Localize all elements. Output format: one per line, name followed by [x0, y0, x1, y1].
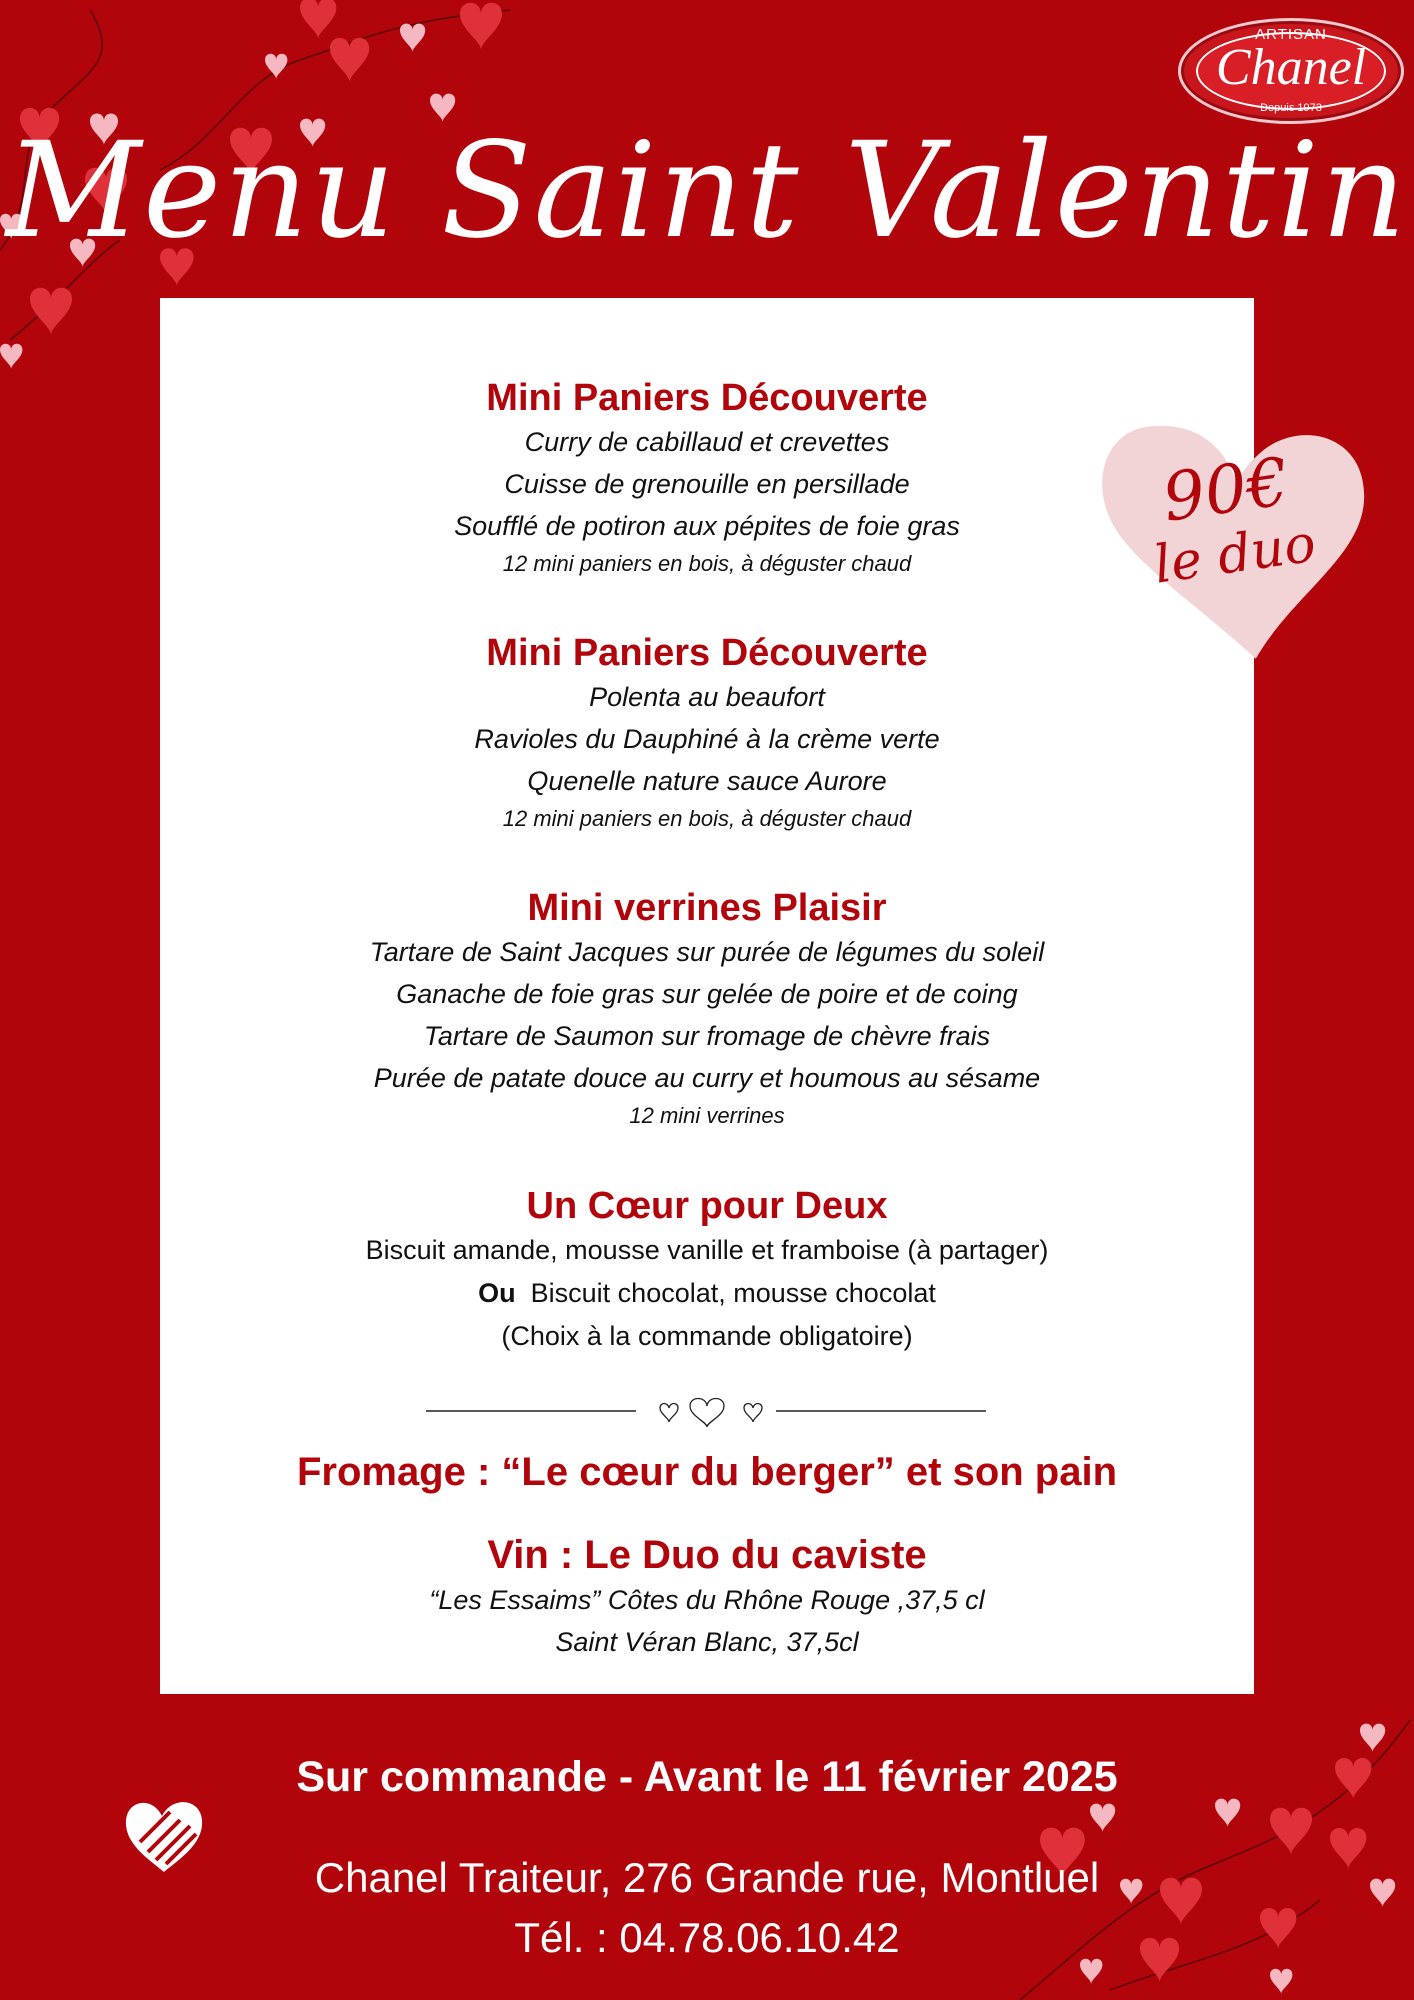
menu-item: Purée de patate douce au curry et houmous au sésame	[373, 1063, 1041, 1093]
hearts-divider	[426, 1394, 986, 1428]
section-heading: Vin : Le Duo du caviste	[487, 1533, 927, 1577]
menu-item: Cuisse de grenouille en persillade	[504, 469, 910, 499]
phone-number: Tél. : 04.78.06.10.42	[514, 1914, 900, 1961]
section-note: 12 mini paniers en bois, à déguster chaud	[502, 551, 912, 576]
page-title: Menu Saint Valentin	[5, 114, 1409, 268]
menu-section-mini-paniers-1	[160, 375, 1254, 581]
section-heading: Mini Paniers Découverte	[486, 632, 928, 674]
wine-item: Saint Véran Blanc, 37,5cl	[555, 1627, 859, 1657]
dessert-note: (Choix à la commande obligatoire)	[501, 1321, 913, 1351]
menu-item: Tartare de Saumon sur fromage de chèvre frais	[423, 1021, 991, 1051]
menu-item: Curry de cabillaud et crevettes	[524, 427, 890, 457]
menu-section-mini-paniers-2	[160, 630, 1254, 836]
or-word: Ou	[478, 1278, 516, 1308]
menu-section-mini-verrines	[160, 885, 1254, 1133]
menu-section-vin	[160, 1531, 1254, 1663]
menu-item: Ganache de foie gras sur gelée de poire et de coing	[396, 979, 1018, 1009]
section-heading: Mini Paniers Découverte	[486, 377, 928, 419]
section-note: 12 mini paniers en bois, à déguster chaud	[502, 806, 912, 831]
menu-item: Tartare de Saint Jacques sur purée de légumes du soleil	[369, 937, 1045, 967]
fromage-heading: Fromage : “Le cœur du berger” et son pain	[296, 1450, 1118, 1494]
order-deadline: Sur commande - Avant le 11 février 2025	[296, 1753, 1118, 1801]
dessert-option-1: Biscuit amande, mousse vanille et framboise (à partager)	[365, 1235, 1049, 1265]
section-heading: Un Cœur pour Deux	[526, 1185, 888, 1227]
section-note: 12 mini verrines	[629, 1103, 785, 1128]
menu-item: Soufflé de potiron aux pépites de foie gras	[454, 511, 960, 541]
dessert-option-2-text: Biscuit chocolat, mousse chocolat	[530, 1278, 936, 1308]
menu-item: Ravioles du Dauphiné à la crème verte	[474, 724, 940, 754]
menu-section-dessert	[160, 1183, 1254, 1358]
menu-item: Polenta au beaufort	[589, 682, 825, 712]
logo-brand-name: Chanel	[1215, 39, 1367, 96]
menu-item: Quenelle nature sauce Aurore	[527, 766, 887, 796]
logo-since-text: Depuis 1973	[1260, 102, 1322, 114]
dessert-option-2	[160, 1272, 1254, 1315]
section-heading: Mini verrines Plaisir	[527, 887, 887, 929]
price-amount: 90€	[1158, 442, 1294, 537]
wine-item: “Les Essaims” Côtes du Rhône Rouge ,37,5 cl	[429, 1585, 985, 1615]
logo-artisan-text: ARTISAN	[1255, 26, 1327, 43]
price-unit: le duo	[1150, 513, 1320, 596]
address: Chanel Traiteur, 276 Grande rue, Montluel	[314, 1854, 1100, 1901]
